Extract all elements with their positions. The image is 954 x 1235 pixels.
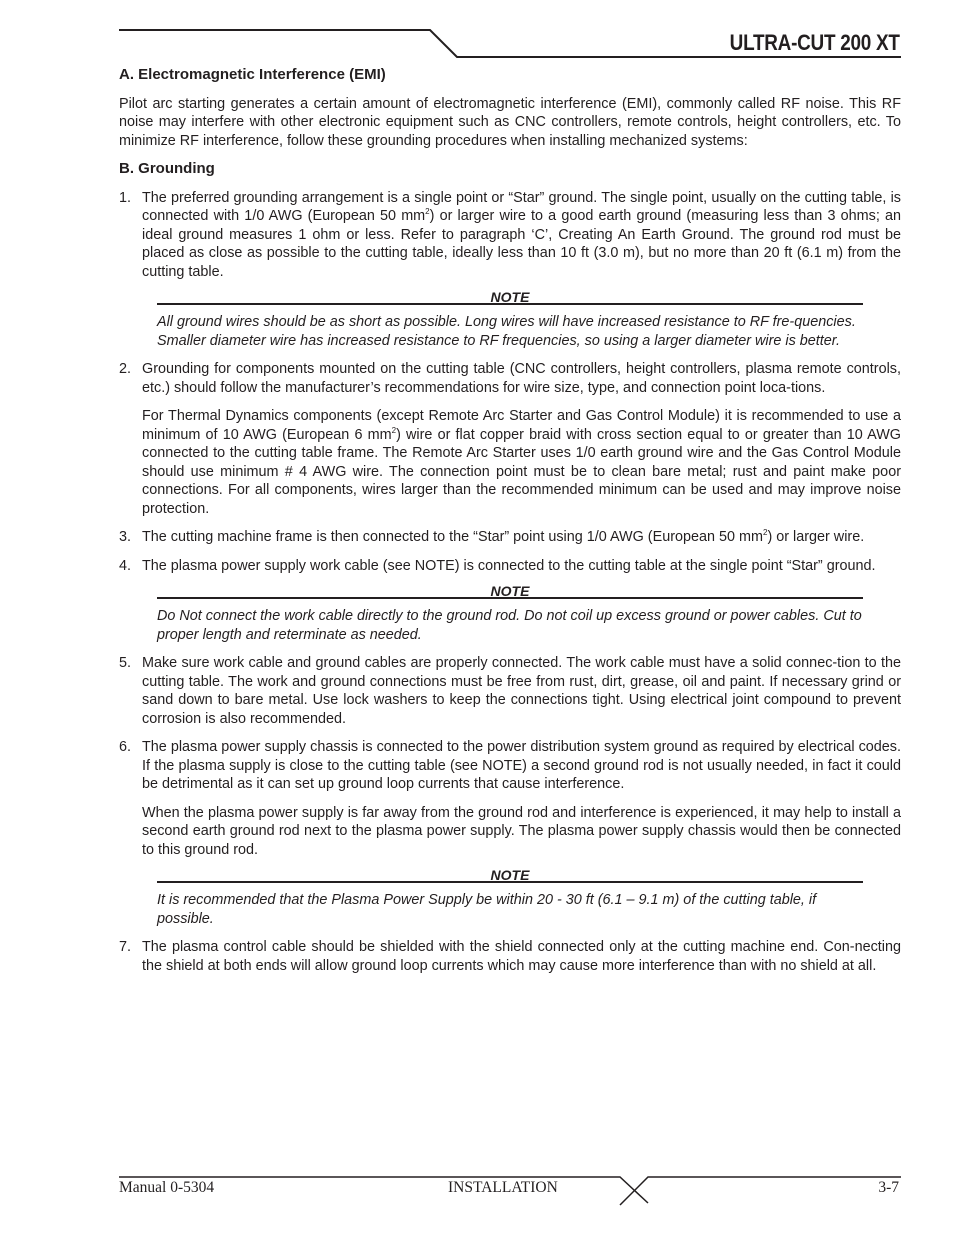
section-heading-emi: A. Electromagnetic Interference (EMI) bbox=[119, 66, 386, 83]
list-number: 3. bbox=[119, 529, 132, 545]
list-number: 5. bbox=[119, 655, 132, 671]
list-item-text: The plasma control cable should be shielded with the shield connected only at the cutting machine end. Con-necting the shield at both ends will allow ground loop currents which may cause more interference than with no shield at all. bbox=[142, 939, 901, 974]
section-heading-grounding: B. Grounding bbox=[119, 160, 215, 177]
list-item-5 bbox=[119, 654, 901, 728]
list-item-text: For Thermal Dynamics components (except Remote Arc Starter and Gas Control Module) it is recommended to use a minimum of 10 AWG (European 6 $mm^2$) wire or flat copper braid with cross section equal to or greater than 10 AWG connected to the cutting table frame. The Remote Arc Starter uses 1/0 earth ground wire and the Gas Control Module should use minimum # 4 AWG wire. The connection point must be to clean bare metal; rust and paint make poor connections. For all components, wires larger than the recommended minimum can be used and may improve noise protection. bbox=[142, 408, 901, 517]
note-block bbox=[157, 869, 863, 928]
list-item-text: Make sure work cable and ground cables are properly connected. The work cable must have a solid connec-tion to the cutting table. The work and ground connections must be free from rust, dirt, grease, oil and paint. If necessary grind or sand down to bare metal. Use lock washers to keep the connections tight. Using electrical joint compound to prevent corrosion is also recommended. bbox=[142, 655, 901, 727]
note-label: NOTE bbox=[490, 289, 530, 305]
note-label: NOTE bbox=[490, 867, 530, 883]
list-item-2 bbox=[119, 360, 901, 518]
list-number: 2. bbox=[119, 361, 132, 377]
list-item-text: The plasma power supply chassis is connected to the power distribution system ground as required by electrical codes. If the plasma supply is close to the cutting table (see NOTE) a second ground rod is not usually needed, in fact it could be detrimental as it can set up ground loop currents that cause interference. bbox=[142, 739, 901, 792]
note-header bbox=[157, 869, 863, 891]
product-title: ULTRA-CUT 200 XT bbox=[729, 30, 900, 55]
note-text: All ground wires should be as short as possible. Long wires will have increased resistance to RF fre-quencies. Smaller diameter wire has increased resistance to RF frequencies, so using a larger diameter wire is better. bbox=[157, 314, 856, 349]
list-item-3 bbox=[119, 528, 901, 547]
list-item-text: The plasma power supply work cable (see NOTE) is connected to the cutting table at the single point “Star” ground. bbox=[142, 557, 876, 574]
list-item-text: The cutting machine frame is then connected to the “Star” point using 1/0 AWG (European 50 $mm^2$) or larger wire. bbox=[142, 528, 865, 545]
note-text: It is recommended that the Plasma Power Supply be within 20 - 30 ft (6.1 – 9.1 m) of the cutting table, if possible. bbox=[157, 892, 817, 927]
list-item-text: The preferred grounding arrangement is a single point or “Star” ground. The single point, usually on the cutting table, is connected with 1/0 AWG (European 50 $mm^2$) or larger wire to a good earth ground (measuring less than 3 ohms; an ideal ground measures 1 ohm or less. Refer to paragraph ‘C’, Creating An Earth Ground. The ground rod must be placed as close as possible to the cutting table, ideally less than 10 ft (3.0 m), but no more than 20 ft (6.1 m) from the cutting table. bbox=[142, 189, 901, 280]
note-block bbox=[157, 291, 863, 350]
note-label: NOTE bbox=[490, 583, 530, 599]
note-header bbox=[157, 585, 863, 607]
note-block bbox=[157, 585, 863, 644]
list-item-1 bbox=[119, 189, 901, 282]
list-number: 1. bbox=[119, 189, 132, 206]
footer-manual-number: Manual 0-5304 bbox=[119, 1179, 215, 1196]
list-item-text: Grounding for components mounted on the cutting table (CNC controllers, height controllers, plasma remote controls, etc.) should follow the manufacturer’s recommendations for wire size, type, and connection point loca-tions. bbox=[142, 361, 901, 396]
note-text: Do Not connect the work cable directly to the ground rod. Do not coil up excess ground or power cables. Cut to proper length and reterminate as needed. bbox=[157, 608, 862, 643]
note-header bbox=[157, 291, 863, 313]
list-item-text: When the plasma power supply is far away from the ground rod and interference is experienced, it may help to install a second earth ground rod next to the plasma power supply. The plasma power supply chassis would then be connected to this ground rod. bbox=[142, 804, 901, 858]
list-item-6 bbox=[119, 738, 901, 859]
list-number: 4. bbox=[119, 557, 132, 574]
list-number: 6. bbox=[119, 739, 132, 755]
list-number: 7. bbox=[119, 939, 132, 955]
footer-section-name: INSTALLATION bbox=[448, 1179, 558, 1196]
list-item-7 bbox=[119, 938, 901, 975]
footer-page-number: 3-7 bbox=[878, 1179, 899, 1196]
emi-paragraph: Pilot arc starting generates a certain amount of electromagnetic interference (EMI), commonly called RF noise. This RF noise may interfere with other electronic equipment such as CNC controllers, remote controls, height controllers, etc. To minimize RF interference, follow these grounding procedures when installing mechanized systems: bbox=[119, 95, 901, 149]
page-content bbox=[119, 66, 901, 985]
page-footer bbox=[0, 1175, 954, 1235]
list-item-4 bbox=[119, 557, 901, 576]
